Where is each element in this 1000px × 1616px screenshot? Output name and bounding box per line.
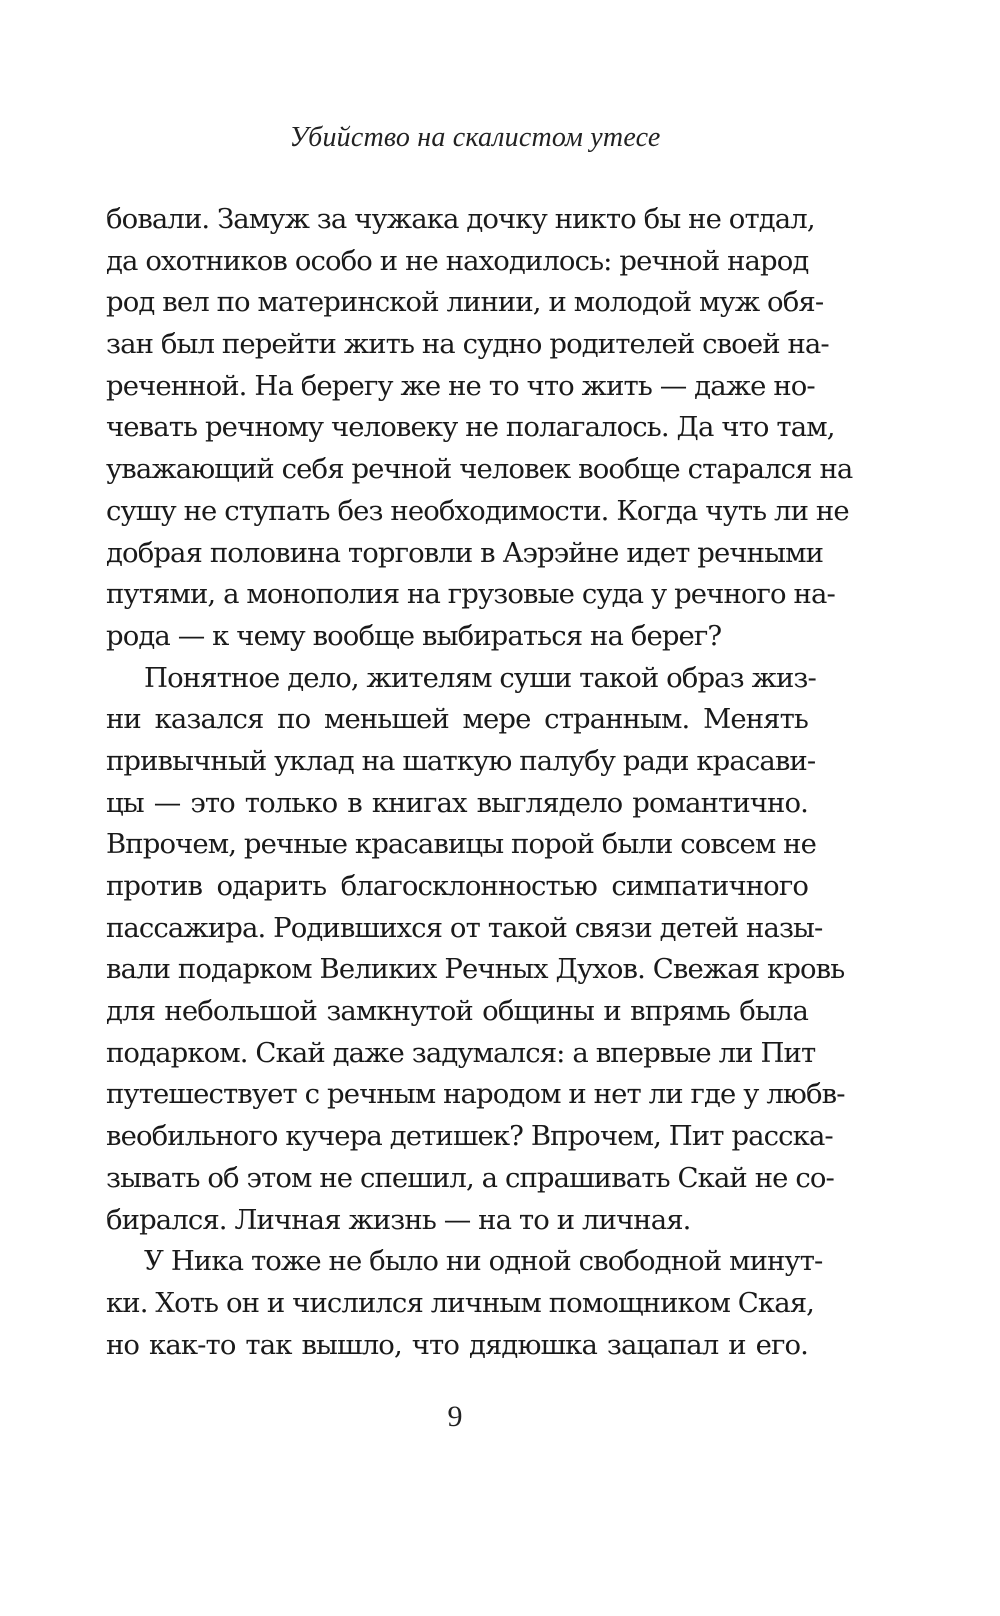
text-line: да охотников особо и не находилось: речной народ: [106, 244, 809, 277]
text-line: сушу не ступать без необходимости. Когда чуть ли не: [106, 494, 849, 527]
text-line: путями, а монополия на грузовые суда у речного на-: [106, 578, 835, 611]
text-line: зан был перейти жить на судно родителей своей на-: [106, 328, 829, 361]
text-line: рода — к чему вообще выбираться на берег?: [106, 619, 722, 652]
text-line: реченной. На берегу же не то что жить — даже но-: [106, 369, 815, 402]
text-line: против одарить благосклонностью симпатичного: [106, 870, 808, 902]
running-header: Убийство на скалистом утесе: [289, 122, 661, 153]
text-line: веобильного кучера детишек? Впрочем, Пит расска-: [106, 1120, 833, 1153]
text-line: зывать об этом не спешил, а спрашивать Скай не со-: [106, 1161, 834, 1194]
paragraph-first-line: У Ника тоже не было ни одной свободной минут-: [144, 1245, 823, 1278]
text-line: но как-то так вышло, что дядюшка зацапал и его.: [106, 1328, 808, 1361]
text-line: ки. Хоть он и числился личным помощником Ская,: [106, 1286, 815, 1319]
text-line: цы — это только в книгах выглядело романтично.: [106, 786, 808, 819]
text-line: добрая половина торговли в Аэрэйне идет речными: [106, 536, 823, 569]
text-line: бирался. Личная жизнь — на то и личная.: [106, 1203, 691, 1236]
text-line: для небольшой замкнутой общины и впрямь была: [106, 995, 808, 1028]
text-line: уважающий себя речной человек вообще старался на: [106, 453, 853, 486]
text-line: пассажира. Родившихся от такой связи детей назы-: [106, 911, 823, 944]
text-line: вали подарком Великих Речных Духов. Свежая кровь: [106, 953, 845, 986]
text-line: чевать речному человеку не полагалось. Да что там,: [106, 411, 835, 444]
text-line: Впрочем, речные красавицы порой были совсем не: [106, 828, 816, 861]
paragraph-first-line: Понятное дело, жителям суши такой образ жиз-: [144, 661, 816, 694]
text-line: бовали. Замуж за чужака дочку никто бы не отдал,: [106, 203, 815, 235]
text-line: подарком. Скай даже задумался: а впервые ли Пит: [106, 1036, 816, 1069]
text-line: ни казался по меньшей мере странным. Менять: [106, 703, 808, 736]
body-text: [106, 199, 853, 1366]
text-line: род вел по материнской линии, и молодой муж обя-: [106, 286, 824, 319]
page-number: 9: [447, 1400, 463, 1433]
text-line: путешествует с речным народом и нет ли где у любв-: [106, 1078, 845, 1111]
text-line: привычный уклад на шаткую палубу ради красави-: [106, 744, 816, 777]
